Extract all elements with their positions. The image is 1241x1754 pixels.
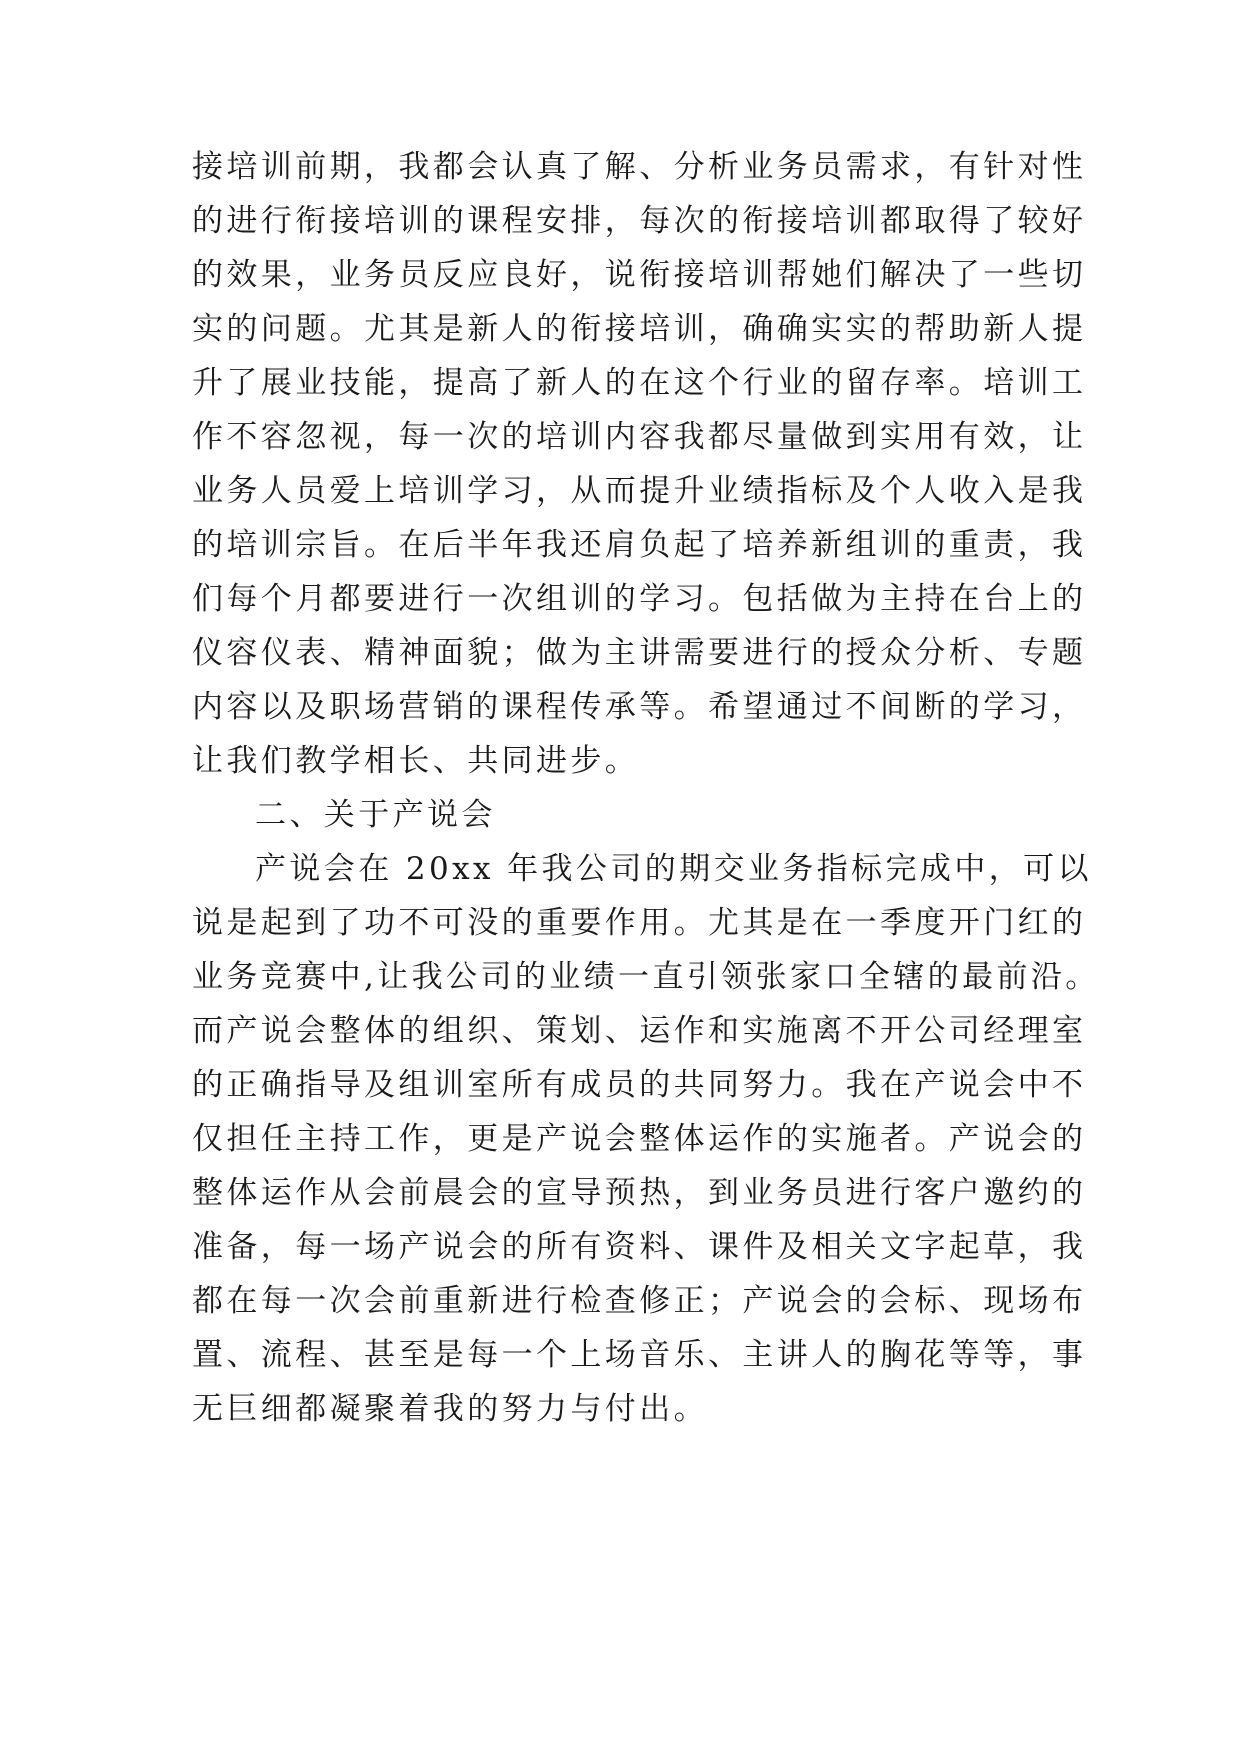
paragraph-1-line-9: 们每个月都要进行一次组训的学习。包括做为主持在台上的 xyxy=(192,581,1087,617)
paragraph-1-line-6: 作不容忽视，每一次的培训内容我都尽量做到实用有效，让 xyxy=(192,419,1087,455)
paragraph-2-line-1: 产说会在 20xx 年我公司的期交业务指标完成中，可以 xyxy=(255,851,1092,887)
paragraph-1-line-12: 让我们教学相长、共同进步。 xyxy=(192,743,640,779)
paragraph-1-line-11: 内容以及职场营销的课程传承等。希望通过不间断的学习， xyxy=(192,689,1087,725)
paragraph-2-line-11: 无巨细都凝聚着我的努力与付出。 xyxy=(192,1391,708,1427)
paragraph-2-line-5: 的正确指导及组训室所有成员的共同努力。我在产说会中不 xyxy=(192,1067,1087,1103)
paragraph-1-line-1: 接培训前期，我都会认真了解、分析业务员需求，有针对性 xyxy=(192,149,1087,185)
paragraph-2-line-8: 准备，每一场产说会的所有资料、课件及相关文字起草，我 xyxy=(192,1229,1087,1265)
paragraph-1-line-3: 的效果，业务员反应良好，说衔接培训帮她们解决了一些切 xyxy=(192,257,1087,293)
paragraph-1-line-2: 的进行衔接培训的课程安排，每次的衔接培训都取得了较好 xyxy=(192,203,1087,239)
paragraph-1-line-8: 的培训宗旨。在后半年我还肩负起了培养新组训的重责，我 xyxy=(192,527,1087,563)
paragraph-1-line-5: 升了展业技能，提高了新人的在这个行业的留存率。培训工 xyxy=(192,365,1087,401)
section-heading: 二、关于产说会 xyxy=(255,797,496,833)
paragraph-2-line-3: 业务竞赛中,让我公司的业绩一直引领张家口全辖的最前沿。 xyxy=(192,959,1100,995)
paragraph-2-line-9: 都在每一次会前重新进行检查修正；产说会的会标、现场布 xyxy=(192,1283,1087,1319)
paragraph-1-line-4: 实的问题。尤其是新人的衔接培训，确确实实的帮助新人提 xyxy=(192,311,1087,347)
paragraph-1-line-10: 仪容仪表、精神面貌；做为主讲需要进行的授众分析、专题 xyxy=(192,635,1087,671)
paragraph-2-line-4: 而产说会整体的组织、策划、运作和实施离不开公司经理室 xyxy=(192,1013,1087,1049)
paragraph-2-line-7: 整体运作从会前晨会的宣导预热，到业务员进行客户邀约的 xyxy=(192,1175,1087,1211)
paragraph-2-line-6: 仅担任主持工作，更是产说会整体运作的实施者。产说会的 xyxy=(192,1121,1087,1157)
paragraph-1-line-7: 业务人员爱上培训学习，从而提升业绩指标及个人收入是我 xyxy=(192,473,1087,509)
paragraph-2-line-2: 说是起到了功不可没的重要作用。尤其是在一季度开门红的 xyxy=(192,905,1087,941)
paragraph-2-line-10: 置、流程、甚至是每一个上场音乐、主讲人的胸花等等，事 xyxy=(192,1337,1087,1373)
